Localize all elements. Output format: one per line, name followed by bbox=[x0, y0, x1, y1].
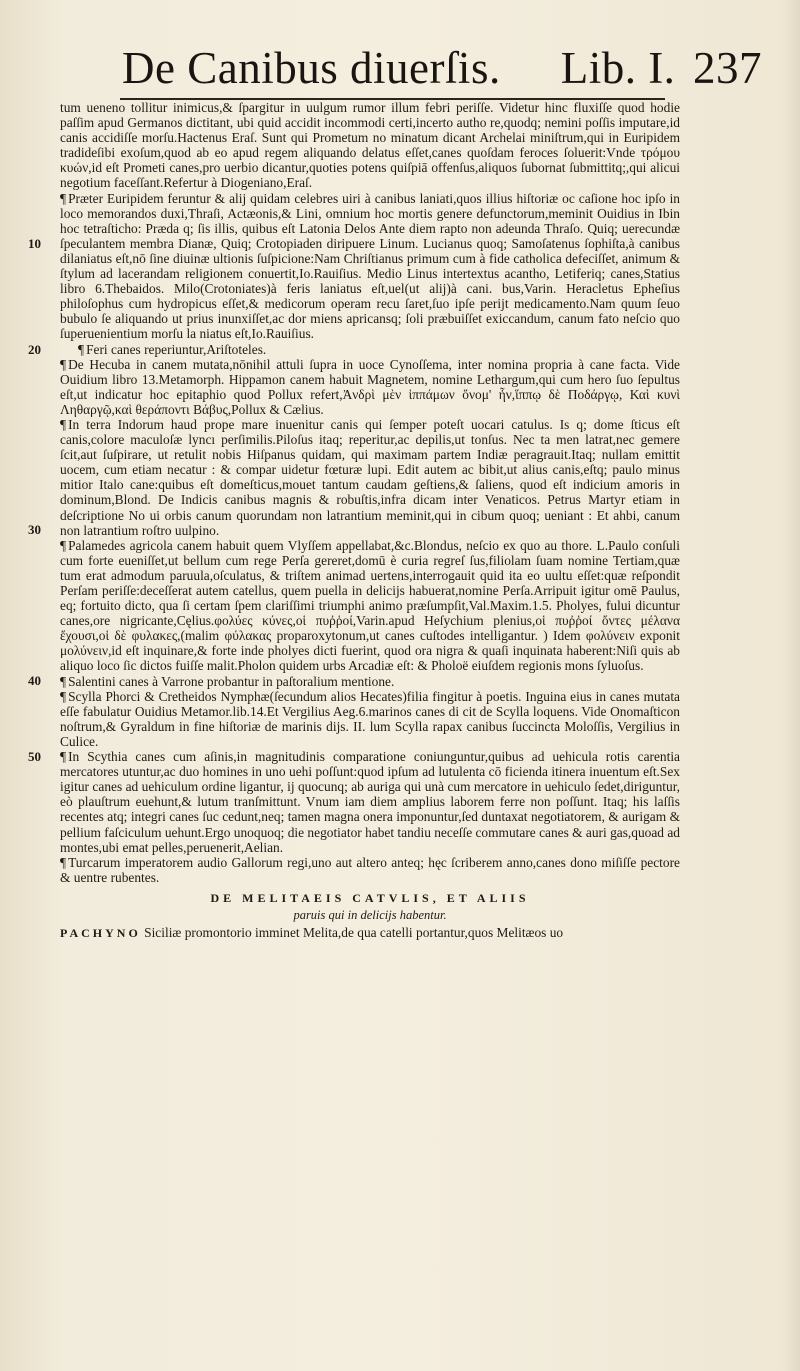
margin-line-number: 50 bbox=[28, 749, 41, 765]
pilcrow-icon: ¶ bbox=[60, 190, 67, 206]
section-subheading: paruis qui in delicijs habentur. bbox=[293, 907, 447, 922]
paragraph-text: In Scythia canes cum aſinis,in magnitudinis comparatione coniunguntur,quibus ad uehicula rotis carentia mercatores utuntur,ac duo homines in uno uehi poſſunt:quod ipſum ad lutulenta cō ficienda itinera inuentum eſt.Sex igitur canes ad uehiculum ordine ligantur, ij quocunq; ab auriga qui unà cum mercatore in uehiculo ſedet,diriguntur, eò plauſtrum euehunt,& lutum tranſmittunt. Vnum iam diem amplius laborem ferre non poſſunt. Itaq; his laſſis recentes atq; integri canes ſuc cedunt,neq; tamen magna onera imponuntur,ſed duntaxat negotiatorem, & aurigam & pellium faſciculum uehunt.Ergo unoquoq; die negotiator habet tandiu neceſſe commutare canes & auri gas,quoad ad montes,ubi emat pelles,peruenerit,Aelian. bbox=[60, 749, 680, 855]
section-heading: DE MELITAEIS CATVLIS, ET ALIIS bbox=[210, 890, 530, 905]
paragraph bbox=[60, 357, 680, 417]
page-number: 237 bbox=[693, 43, 762, 93]
page-header bbox=[122, 30, 762, 94]
final-line-text: Siciliæ promontorio imminet Melita,de qua catelli portantur,quos Melitæos uo bbox=[144, 924, 564, 940]
paragraph-text: In terra Indorum haud prope mare inuenitur canis qui ſemper poteſt uocari catulus. Is q; dome ſticus eſt canis,colore maculoſæ lyncı perſimilis.Piloſus itaq; reperitur,ac depilis,ut tonſus. Nec ta men latrat,nec gemere ſcit,aut ſuſpirare, ut retulit nobis Hiſpanus quidam, qui maximam partem Indiæ peragrauit.Itaq; nullam emittit uocem, cum etiam necatur : & compar uidetur fœturæ lupi. Edit autem ac bibit,ut alius canis,eſtq; paulo minus mitior Italo cane:quibus eſt domeſticus,mouet tantum caudam geſtiens,& ſaliens, quod eſt indicium amoris in dominum,Blond. De Indicis canibus magnis & robuſtis,infra dicam inter Venaticos. Petrus Martyr etiam in deſcriptione No ui orbis canum quorundam non latrantium meminit,qui in cibum quoq; ueniant : Et ahbi, canum non latrantium roſtro uulpino. bbox=[60, 416, 680, 538]
paragraph bbox=[60, 674, 680, 689]
text-body bbox=[28, 92, 680, 941]
pilcrow-icon: ¶ bbox=[60, 537, 67, 553]
pilcrow-icon: ¶ bbox=[60, 673, 67, 689]
paragraph bbox=[60, 689, 680, 749]
final-line-lead: PACHYNO bbox=[60, 925, 141, 940]
pilcrow-icon: ¶ bbox=[60, 749, 67, 765]
paragraph-text: De Hecuba in canem mutata,nōnihil attuli ſupra in uoce Cynoſſema, inter nomina propria à cane facta. Vide Ouidium libro 13.Metamorph. Hippamon canem habuit Magnetem, nomine Lethargum,qui cum hero ſuo ſepultus eſt,ut indicatur hoc epitaphio quod Pollux refert,Ἀνδρὶ μὲν ἱππάμων ὄνομ' ἦν,ἵππῳ δὲ Ποδάργῳ, Καὶ κυνὶ Ληθαργῷ,καὶ θεράποντι Βάβυς,Pollux & Cælius. bbox=[60, 356, 680, 417]
paragraph bbox=[28, 749, 680, 855]
pilcrow-icon: ¶ bbox=[60, 688, 67, 704]
paragraph-text: Feri canes reperiuntur,Ariſtoteles. bbox=[86, 341, 267, 357]
paragraph-text: tum ueneno tollitur inimicus,& ſpargitur in uulgum rumor illum febri periſſe. Videtur hinc fluxiſſe quod hodie paſſim apud Germanos dictitant, ubi quid accidit incommodi certi,incerto autho re,quodq; nemini poſſis imputare,id canis accidiſſe morſu.Hactenus Eraſ. Sunt qui Prometum no minatum dicant Archelai miniſtrum,qui in Euripidem tradideſibi exoſum,quod ab eo apud regem aliquando delatus eſſet,canes quoſdam feroces ſoluerit:Vnde τρόμου κυών,id eſt Prometi canes,pro uerbio dicantur,quoties potens quiſpiā offenſus,aliquos ſubornat ſubmittitq;,qui alicui negotium faceſſant.Refertur à Diogeniano,Eraſ. bbox=[60, 100, 680, 191]
paragraph-text: Salentini canes à Varrone probantur in paſtoralium mentione. bbox=[68, 673, 395, 689]
paragraph-text: Turcarum imperatorem audio Gallorum regi,uno aut altero anteq; hęc ſcriberem anno,canes dono miſiſſe pectore & uentre rubentes. bbox=[60, 854, 680, 885]
paragraph-text: Præter Euripidem feruntur & alij quidam celebres uiri à canibus laniati,quos illius hiſtoriæ oc caſione hoc ipſo in loco memorandos duxi,Thraſi, Actæonis,& Lini, omnium hoc mortis genere defunctorum,meminit Ouidius in Ibin hoc tetraſticho: Præda q; ſis illis, quibus eſt Latonia Delos Ante diem rapto non adeunda Thraſo. Quiq; uerecundæ ſpeculantem membra Dianæ, Quiq; Crotopiaden diripuere Linum. Lucianus quoq; Samoſatenus ſophiſta,à canibus dilaniatus eſt,nō ſine diuinæ ultionis ſuſpicione:Nam Chriſtianus primum cum à fide catholica defeciſſet, animum & ſtylum ad lacerandam religionem conuertit,Io.Rauiſius. Medio Linus intertextus acantho, Letiferiq; canes,Statius libro 6.Thebaidos. Milo(Crotoniates)à feris laniatus eſt,uel(ut alij)à cani. bus,Varin. Heracletus Epheſius philoſophus cum hydropicus eſſet,& medicorum operam recu ſaret,ſuo ipſe perijt medicamento.Nam quum ſeuo bubulo ſe aliquando ut prius inunxiſſet,ac dor miens apricansq; ſoli præbuiſſet exiccandum, canum fato neſcio quo ſuperuenientium morſu la niatus eſt,Io.Rauiſius. bbox=[60, 190, 680, 342]
pilcrow-icon: ¶ bbox=[60, 854, 67, 870]
page-edge-shadow bbox=[782, 0, 800, 1371]
running-title: De Canibus diuerſis. bbox=[122, 43, 501, 93]
paragraph-text: Palamedes agricola canem habuit quem Vlyſſem appellabat,&c.Blondus, neſcio ex quo au thore. L.Paulo conſuli cum forte eueniſſet,ut bellum cum rege Perſa gereret,domū è curia regreſ ſus,filiolam ſuam nomine Tertiam,quæ tum erat admodum paruula,oſculatus, & triſtem animad uertens,interrogauit quid ita eo uultu eſſet:quæ reſpondit Perſam periſſe:deceſſerat autem catellus, quem puella in delicijs habuerat,nomine Perſa.Arripuit igitur omē Paulus, eq; fortuito dicto, qua ſi certam ſpem clariſſimi triumphi animo præſumpſit,Val.Maxim.1.5. Pholyes, fului dicuntur canes,ore nigricante,Cęlius.φολύες κύνες,οἱ πυῤῥοί,Varin.apud Heſychium plenius,οἱ πυῤῥοί ὄντες μέλανα ἔχουσι,οἱ δὲ φυλακες,(malim φύλακας proparoxytonum,ut canes cuſtodes intelligantur. ) Idem φολύνειν exponit μολύνειν,id eſt inquinare,& forte inde pholyes dicti fuerint, quod ora nigra & quaſi inquinata haberent:Niſi quis ab aliquo loco ſic dictos fuiſſe malit.Pholon quidem urbs Arcadiæ eſt: & Pholoë eiuſdem regionis mons ſyluoſus. bbox=[60, 537, 680, 674]
pilcrow-icon: ¶ bbox=[78, 341, 85, 357]
pilcrow-icon: ¶ bbox=[60, 356, 67, 372]
pilcrow-icon: ¶ bbox=[60, 416, 67, 432]
paragraph bbox=[28, 416, 680, 538]
paragraph bbox=[60, 100, 680, 191]
margin-line-number: 10 bbox=[28, 235, 41, 251]
margin-line-number: 30 bbox=[28, 521, 41, 537]
paragraph-text: Scylla Phorci & Cretheidos Nymphæ(ſecundum alios Hecates)filia fingitur à poetis. Inguina eius in canes mutata eſſe fabulatur Ouidius Metamor.lib.14.Et Vergilius Aeg.6.marinos canes di cit de Scylla loquens. Vide Onomaſticon noſtrum,& Gyraldum in fine hiſtoriæ de marinis dijs. II. lum Scylla rapax canibus ſuccincta Moloſſis, Vergilius in Culice. bbox=[60, 688, 680, 749]
margin-line-number: 20 bbox=[28, 341, 41, 357]
book-number: Lib. I. bbox=[560, 43, 676, 93]
margin-line-number: 40 bbox=[28, 672, 41, 688]
paragraph bbox=[60, 855, 680, 885]
paragraph bbox=[28, 341, 680, 357]
final-line bbox=[60, 925, 680, 941]
paragraph bbox=[28, 190, 680, 342]
